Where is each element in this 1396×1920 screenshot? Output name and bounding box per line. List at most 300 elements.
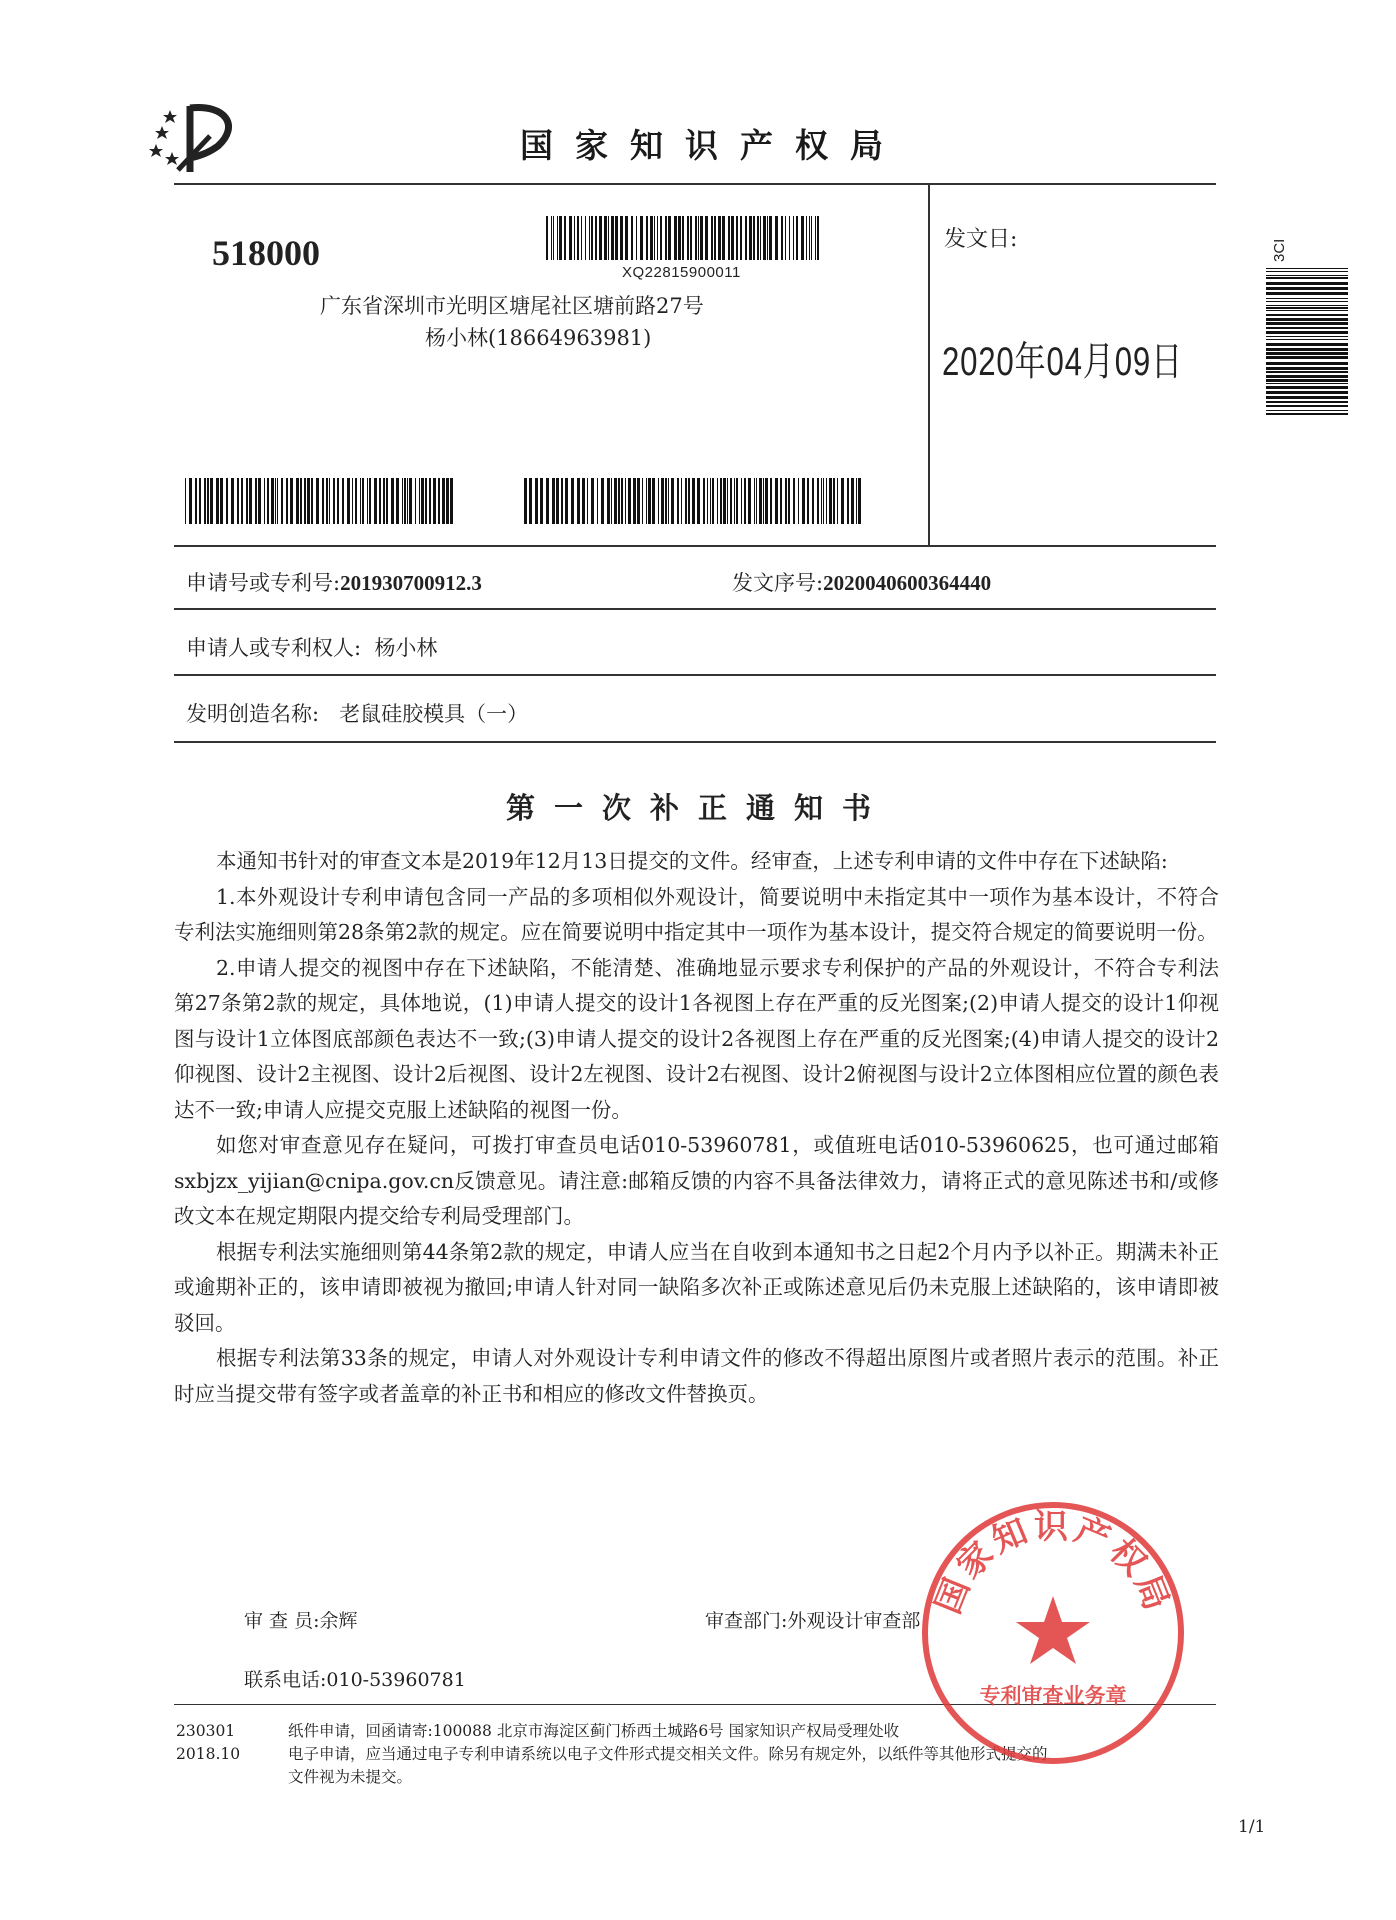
barcode-bar bbox=[753, 216, 755, 260]
barcode-bar bbox=[710, 478, 712, 524]
barcode-bar bbox=[231, 478, 234, 524]
barcode-bar bbox=[433, 478, 436, 524]
barcode-bar bbox=[396, 478, 399, 524]
barcode-bar bbox=[524, 478, 527, 524]
barcode-bar bbox=[615, 216, 618, 260]
barcode-bar bbox=[646, 216, 648, 260]
barcode-bar bbox=[589, 216, 590, 260]
application-number-row bbox=[186, 567, 482, 597]
barcode-bar bbox=[207, 478, 209, 524]
barcode-bar bbox=[665, 478, 667, 524]
barcode-bar bbox=[775, 478, 778, 524]
barcode-bar bbox=[450, 478, 453, 524]
barcode-bar bbox=[660, 216, 662, 260]
barcode-bar bbox=[692, 478, 695, 524]
recipient-contact: 杨小林(18664963981) bbox=[425, 326, 652, 350]
barcode-bar bbox=[1266, 396, 1348, 399]
barcode-bar bbox=[189, 478, 192, 524]
barcode-bar bbox=[1266, 383, 1348, 384]
barcode-bar bbox=[1266, 339, 1348, 340]
department-label: 审查部门: bbox=[705, 1610, 788, 1632]
barcode-bar bbox=[582, 478, 585, 524]
applicant-row bbox=[186, 632, 437, 662]
barcode-bar bbox=[367, 478, 368, 524]
barcode-bar bbox=[759, 478, 762, 524]
barcode-bar bbox=[1266, 375, 1348, 378]
barcode-bar bbox=[296, 478, 299, 524]
barcode-bar bbox=[1266, 348, 1348, 351]
barcode-bar bbox=[650, 216, 653, 260]
barcode-bar bbox=[621, 478, 623, 524]
barcode-bar bbox=[763, 478, 764, 524]
side-code: 3CI bbox=[1271, 238, 1288, 262]
barcode-bar bbox=[1266, 362, 1348, 365]
barcode-bar bbox=[597, 478, 598, 524]
barcode-bar bbox=[421, 478, 424, 524]
barcode-bar bbox=[815, 216, 816, 260]
barcode-bar bbox=[402, 478, 403, 524]
barcode-bar bbox=[565, 478, 568, 524]
barcode-bar bbox=[587, 478, 588, 524]
barcode-bar bbox=[241, 478, 243, 524]
barcode-bar bbox=[535, 478, 538, 524]
barcode-bar bbox=[785, 478, 787, 524]
barcode-bar bbox=[633, 478, 636, 524]
barcode-bar bbox=[720, 478, 722, 524]
department-name: 外观设计审查部 bbox=[787, 1610, 921, 1632]
barcode-bar bbox=[809, 216, 810, 260]
star-icon bbox=[149, 144, 163, 157]
applicant-label: 申请人或专利权人: bbox=[186, 636, 362, 660]
postcode: 518000 bbox=[212, 233, 320, 273]
footer-line: 纸件申请，回函请寄:100088 北京市海淀区蓟门桥西土城路6号 国家知识产权局受理处收 bbox=[288, 1722, 900, 1740]
barcode-bar bbox=[286, 478, 288, 524]
form-code-2: 2018.10 bbox=[176, 1745, 241, 1763]
barcode-bar bbox=[415, 478, 416, 524]
barcode bbox=[524, 478, 864, 524]
barcode-bar bbox=[618, 478, 620, 524]
barcode-bar bbox=[796, 216, 798, 260]
barcode-bar bbox=[826, 478, 827, 524]
notice-title: 第一次补正通知书 bbox=[505, 791, 890, 825]
barcode-bar bbox=[352, 478, 353, 524]
barcode-bar bbox=[425, 478, 427, 524]
barcode-bar bbox=[556, 478, 559, 524]
barcode-bar bbox=[1266, 405, 1348, 407]
barcode-bar bbox=[690, 216, 692, 260]
barcode-bar bbox=[271, 478, 274, 524]
barcode-bar bbox=[369, 478, 371, 524]
barcode-bar bbox=[281, 478, 283, 524]
barcode-bar bbox=[775, 216, 778, 260]
barcode-bar bbox=[767, 216, 768, 260]
barcode-bar bbox=[557, 216, 558, 260]
barcode-bar bbox=[290, 478, 293, 524]
barcode-bar bbox=[591, 478, 594, 524]
cnipa-logo bbox=[148, 96, 244, 176]
barcode-bar bbox=[858, 478, 861, 524]
barcode-bar bbox=[798, 478, 799, 524]
barcode-bar bbox=[546, 478, 549, 524]
barcode-bar bbox=[277, 478, 278, 524]
barcode-bar bbox=[728, 216, 730, 260]
barcode-bar bbox=[1266, 307, 1348, 309]
barcode-bar bbox=[833, 478, 835, 524]
barcode-bar bbox=[793, 478, 795, 524]
barcode-bar bbox=[264, 478, 265, 524]
barcode-number: XQ22815900011 bbox=[622, 264, 741, 281]
barcode-bar bbox=[275, 478, 276, 524]
barcode-bar bbox=[625, 478, 626, 524]
body-paragraph: 1.本外观设计专利申请包含同一产品的多项相似外观设计，简要说明中未指定其中一项作为基本设计，不符合专利法实施细则第28条第2款的规定。应在简要说明中指定其中一项作为基本设计，提交符合规定的简要说明一份。 bbox=[174, 884, 1219, 944]
barcode-bar bbox=[640, 216, 643, 260]
barcode-bar bbox=[817, 478, 819, 524]
barcode-bar bbox=[1266, 371, 1348, 373]
barcode-bar bbox=[329, 478, 330, 524]
barcode-bar bbox=[316, 478, 319, 524]
barcode-bar bbox=[1266, 391, 1348, 394]
barcode-bar bbox=[1266, 336, 1348, 337]
star-icon bbox=[165, 152, 179, 165]
barcode-bar bbox=[637, 478, 640, 524]
barcode-bar bbox=[793, 216, 794, 260]
application-number: 201930700912.3 bbox=[340, 571, 482, 595]
barcode-bar bbox=[267, 478, 269, 524]
barcode-bar bbox=[700, 216, 703, 260]
barcode-bar bbox=[216, 478, 219, 524]
barcode-bar bbox=[757, 216, 759, 260]
barcode-bar bbox=[255, 478, 257, 524]
barcode-bar bbox=[744, 478, 746, 524]
barcode-bar bbox=[342, 478, 344, 524]
barcode-bar bbox=[604, 216, 607, 260]
barcode-bar bbox=[697, 478, 700, 524]
agency-name: 国家知识产权局 bbox=[520, 126, 905, 165]
star-icon bbox=[155, 126, 169, 139]
barcode-bar bbox=[785, 216, 786, 260]
design-name-row bbox=[186, 698, 528, 728]
barcode-bar bbox=[661, 478, 664, 524]
barcode-bar bbox=[817, 216, 819, 260]
barcode-bar bbox=[718, 216, 721, 260]
barcode-bar bbox=[1266, 298, 1348, 299]
barcode-bar bbox=[386, 478, 388, 524]
barcode-bar bbox=[657, 216, 658, 260]
barcode-bar bbox=[614, 478, 617, 524]
recipient-address: 广东省深圳市光明区塘尾社区塘前路27号 bbox=[320, 294, 704, 318]
barcode-bar bbox=[561, 478, 563, 524]
barcode-bar bbox=[611, 478, 612, 524]
barcode-bar bbox=[631, 216, 633, 260]
header-bottom-rule bbox=[174, 545, 1216, 547]
barcode-bar bbox=[807, 478, 809, 524]
barcode-bar bbox=[812, 478, 814, 524]
dispatch-number-row bbox=[732, 567, 991, 597]
barcode-bar bbox=[646, 478, 647, 524]
barcode-bar bbox=[1266, 271, 1348, 272]
phone-number: 010-53960781 bbox=[326, 1669, 466, 1691]
barcode-bar bbox=[429, 478, 431, 524]
barcode-bar bbox=[1266, 318, 1348, 321]
barcode-bar bbox=[847, 478, 849, 524]
barcode-bar bbox=[682, 216, 684, 260]
barcode-bar bbox=[740, 216, 742, 260]
barcode-bar bbox=[748, 478, 751, 524]
row-rule bbox=[174, 674, 1216, 676]
barcode-bar bbox=[591, 216, 593, 260]
barcode-bar bbox=[379, 478, 381, 524]
barcode-bar bbox=[1266, 352, 1348, 355]
barcode-bar bbox=[438, 478, 440, 524]
barcode-bar bbox=[642, 478, 643, 524]
barcode-bar bbox=[1266, 310, 1348, 311]
barcode bbox=[546, 216, 822, 260]
barcode-bar bbox=[769, 216, 772, 260]
barcode-bar bbox=[1266, 379, 1348, 382]
phone-row bbox=[244, 1665, 466, 1692]
barcode-bar bbox=[652, 478, 655, 524]
barcode-bar bbox=[837, 478, 838, 524]
svg-text:国家知识产权局: 国家知识产权局 bbox=[928, 1507, 1178, 1620]
barcode-bar bbox=[668, 216, 671, 260]
barcode-bar bbox=[404, 478, 406, 524]
notice-body bbox=[174, 844, 1219, 1412]
barcode-bar bbox=[625, 216, 628, 260]
barcode-bar bbox=[754, 478, 755, 524]
barcode-bar bbox=[1266, 314, 1348, 316]
barcode-bar bbox=[681, 478, 682, 524]
barcode-bar bbox=[780, 478, 782, 524]
barcode-bar bbox=[760, 216, 761, 260]
barcode-bar bbox=[529, 478, 532, 524]
barcode-bar bbox=[756, 478, 757, 524]
barcode-bar bbox=[195, 478, 197, 524]
barcode-bar bbox=[698, 216, 699, 260]
barcode-bar bbox=[204, 478, 206, 524]
barcode-bar bbox=[717, 478, 718, 524]
body-paragraph: 根据专利法实施细则第44条第2款的规定，申请人应当在自收到本通知书之日起2个月内予以补正。期满未补正或逾期补正的，该申请即被视为撤回;申请人针对同一缺陷多次补正或陈述意见后仍未克服上述缺陷的，该申请即被驳回。 bbox=[174, 1239, 1219, 1335]
row-rule bbox=[174, 608, 1216, 610]
barcode-bar bbox=[856, 478, 857, 524]
barcode bbox=[185, 478, 455, 524]
barcode-bar bbox=[326, 478, 328, 524]
barcode-bar bbox=[237, 478, 239, 524]
barcode-bar bbox=[677, 478, 679, 524]
barcode-bar bbox=[668, 478, 669, 524]
barcode-bar bbox=[571, 478, 574, 524]
barcode-bar bbox=[714, 216, 716, 260]
barcode-bar bbox=[347, 478, 350, 524]
barcode-bar bbox=[185, 478, 186, 524]
barcode-bar bbox=[1266, 367, 1348, 370]
barcode-bar bbox=[362, 478, 364, 524]
barcode-bar bbox=[551, 216, 552, 260]
barcode-bar bbox=[577, 216, 579, 260]
barcode-bar bbox=[749, 216, 752, 260]
barcode-bar bbox=[581, 216, 582, 260]
barcode-bar bbox=[585, 216, 586, 260]
barcode-bar bbox=[674, 216, 677, 260]
body-paragraph: 2.申请人提交的视图中存在下述缺陷，不能清楚、准确地显示要求专利保护的产品的外观设计，不符合专利法第27条第2款的规定，具体地说，(1)申请人提交的设计1各视图上存在严重的反光图案;(2)申请人提交的设计1仰视图与设计1立体图底部颜色表达不一致;(3)申请人提交的设计2各视图上存在严重的反光图案;(4)申请人提交的设计2仰视图、设计2主视图、设计2后视图、设计2左视图、设计2右视图、设计2俯视图与设计2立体图相应位置的颜色表达不一致;申请人应提交克服上述缺陷的视图一份。 bbox=[174, 955, 1219, 1122]
header-top-rule bbox=[174, 183, 1216, 185]
barcode-bar bbox=[337, 478, 339, 524]
barcode-bar bbox=[249, 478, 252, 524]
body-paragraph: 根据专利法第33条的规定，申请人对外观设计专利申请文件的修改不得超出原图片或者照片表示的范围。补正时应当提交带有签字或者盖章的补正书和相应的修改文件替换页。 bbox=[174, 1346, 1219, 1406]
barcode-bar bbox=[711, 216, 713, 260]
barcode-bar bbox=[688, 478, 690, 524]
barcode-bar bbox=[442, 478, 445, 524]
barcode-bar bbox=[712, 478, 714, 524]
barcode-bar bbox=[1266, 277, 1348, 279]
barcode-bar bbox=[829, 478, 832, 524]
barcode-bar bbox=[734, 478, 735, 524]
barcode-bar bbox=[311, 478, 313, 524]
form-code bbox=[176, 1720, 240, 1766]
barcode-bar bbox=[789, 216, 790, 260]
barcode-bar bbox=[671, 478, 674, 524]
barcode-bar bbox=[574, 216, 575, 260]
barcode-bar bbox=[391, 478, 394, 524]
issue-date-label: 发文日: bbox=[944, 227, 1018, 252]
barcode-bar bbox=[1266, 275, 1348, 276]
barcode-bar bbox=[705, 216, 708, 260]
barcode-bar bbox=[258, 478, 261, 524]
row-rule bbox=[174, 741, 1216, 743]
barcode-bar bbox=[1266, 268, 1348, 269]
star-icon bbox=[163, 110, 177, 123]
barcode-bar bbox=[553, 216, 554, 260]
barcode-bar bbox=[546, 216, 548, 260]
barcode-bar bbox=[687, 216, 689, 260]
barcode-bar bbox=[678, 216, 681, 260]
official-seal bbox=[918, 1498, 1188, 1768]
barcode-bar bbox=[788, 478, 790, 524]
barcode-bar bbox=[1266, 413, 1348, 415]
barcode-bar bbox=[841, 478, 844, 524]
barcode-bar bbox=[730, 478, 732, 524]
barcode-bar bbox=[658, 478, 659, 524]
barcode-bar bbox=[307, 478, 310, 524]
examiner-name: 余辉 bbox=[319, 1610, 358, 1632]
barcode-bar bbox=[1266, 327, 1348, 329]
application-number-label: 申请号或专利号: bbox=[186, 571, 341, 595]
examiner-label: 审 查 员: bbox=[244, 1610, 320, 1632]
barcode-bar bbox=[374, 478, 377, 524]
barcode-bar bbox=[1266, 410, 1348, 411]
barcode-bar bbox=[763, 216, 766, 260]
department-row bbox=[705, 1606, 920, 1633]
barcode-bar bbox=[703, 478, 705, 524]
design-name-label: 发明创造名称: bbox=[186, 702, 320, 726]
barcode-bar bbox=[731, 216, 734, 260]
barcode-bar bbox=[577, 478, 580, 524]
barcode-bar bbox=[210, 478, 213, 524]
barcode-bar bbox=[1266, 331, 1348, 334]
barcode-bar bbox=[654, 216, 655, 260]
barcode-bar bbox=[246, 478, 248, 524]
barcode-bar bbox=[727, 478, 728, 524]
barcode-bar bbox=[300, 478, 302, 524]
barcode-bar bbox=[806, 216, 807, 260]
barcode-bar bbox=[802, 478, 805, 524]
barcode-bar bbox=[220, 478, 223, 524]
barcode-bar bbox=[419, 478, 420, 524]
form-code-1: 230301 bbox=[176, 1722, 236, 1740]
barcode-bar bbox=[564, 216, 566, 260]
body-paragraph: 本通知书针对的审查文本是2019年12月13日提交的文件。经审查，上述专利申请的文件中存在下述缺陷: bbox=[216, 849, 1168, 873]
barcode-bar bbox=[226, 478, 228, 524]
footer-line: 电子申请，应当通过电子专利申请系统以电子文件形式提交相关文件。除另有规定外，以纸件等其他形式提交的 bbox=[288, 1745, 1048, 1763]
barcode-bar bbox=[801, 216, 804, 260]
star-icon bbox=[1016, 1596, 1090, 1664]
barcode-bar bbox=[322, 478, 324, 524]
barcode-bar bbox=[599, 216, 602, 260]
barcode-bar bbox=[695, 216, 697, 260]
barcode-bar bbox=[333, 478, 335, 524]
barcode-bar bbox=[821, 478, 822, 524]
barcode-bar bbox=[608, 216, 609, 260]
barcode-bar bbox=[360, 478, 361, 524]
applicant-name: 杨小林 bbox=[374, 636, 438, 660]
barcode-bar bbox=[540, 478, 543, 524]
design-name: 老鼠硅胶模具（一） bbox=[339, 702, 529, 726]
barcode-bar bbox=[636, 216, 637, 260]
barcode-bar bbox=[601, 478, 604, 524]
barcode-bar bbox=[611, 216, 614, 260]
barcode-bar bbox=[823, 478, 824, 524]
barcode-bar bbox=[1266, 301, 1348, 302]
barcode-bar bbox=[722, 216, 725, 260]
barcode-bar bbox=[407, 478, 408, 524]
barcode-bar bbox=[811, 216, 812, 260]
barcode-bar bbox=[1266, 356, 1348, 359]
barcode-bar bbox=[707, 478, 708, 524]
barcode-bar bbox=[851, 478, 854, 524]
barcode-bar bbox=[595, 216, 597, 260]
barcode-bar bbox=[1266, 343, 1348, 346]
dispatch-number: 2020040600364440 bbox=[823, 571, 992, 595]
barcode-bar bbox=[1266, 292, 1348, 295]
page-number: 1/1 bbox=[1238, 1817, 1266, 1837]
barcode-bar bbox=[569, 216, 572, 260]
dispatch-number-label: 发文序号: bbox=[732, 571, 824, 595]
barcode-bar bbox=[1266, 287, 1348, 290]
barcode-bar bbox=[1266, 322, 1348, 325]
barcode-bar bbox=[559, 216, 562, 260]
svg-text:专利审查业务章: 专利审查业务章 bbox=[979, 1684, 1127, 1708]
barcode-bar bbox=[446, 478, 449, 524]
barcode-bar bbox=[736, 216, 738, 260]
body-paragraph: 如您对审查意见存在疑问，可拨打审查员电话010-53960781，或值班电话010-53960625，也可通过邮箱sxbjzx_yijian@cnipa.gov.cn反馈意见。请注意:邮箱反馈的内容不具备法律效力，请将正式的意见陈述书和/或修改文本在规定期限内提交给专利局受理部门。 bbox=[174, 1133, 1219, 1228]
examiner-row bbox=[244, 1606, 358, 1633]
barcode-bar bbox=[741, 478, 742, 524]
barcode-bar bbox=[552, 478, 555, 524]
barcode-bar bbox=[1266, 401, 1348, 403]
barcode-bar bbox=[1266, 282, 1348, 285]
barcode-bar bbox=[781, 216, 783, 260]
barcode-bar bbox=[1266, 305, 1348, 306]
barcode-bar bbox=[355, 478, 357, 524]
barcode-bar bbox=[409, 478, 412, 524]
side-barcode bbox=[1266, 268, 1348, 418]
barcode-bar bbox=[383, 478, 385, 524]
barcode-bar bbox=[745, 216, 747, 260]
barcode-bar bbox=[736, 478, 738, 524]
barcode-bar bbox=[628, 478, 631, 524]
barcode-bar bbox=[648, 478, 651, 524]
barcode-bar bbox=[665, 216, 667, 260]
barcode-bar bbox=[685, 478, 687, 524]
